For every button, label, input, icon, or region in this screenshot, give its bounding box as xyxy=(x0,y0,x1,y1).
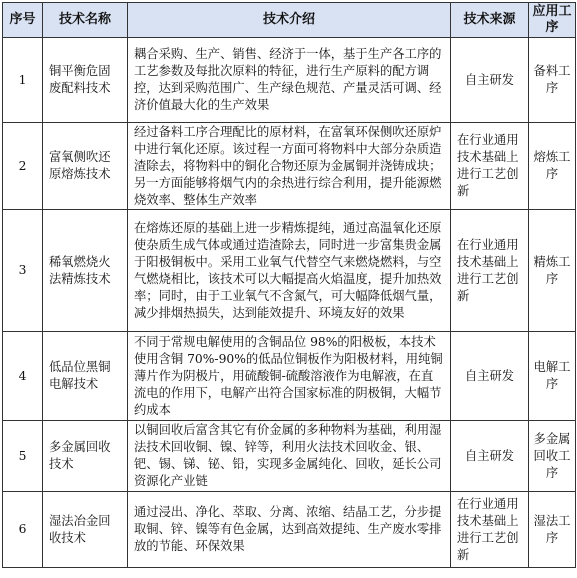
tech-name: 低品位黑铜电解技术 xyxy=(43,332,128,421)
technology-table xyxy=(2,2,576,568)
tech-source: 自主研发 xyxy=(451,421,529,492)
tech-process: 电解工序 xyxy=(529,332,576,421)
row-number: 4 xyxy=(3,332,43,421)
table-row xyxy=(3,123,576,210)
tech-name: 稀氧燃烧火法精炼技术 xyxy=(43,210,128,332)
tech-name: 铜平衡危固废配料技术 xyxy=(43,38,128,123)
table-row xyxy=(3,421,576,492)
header-process: 应用工序 xyxy=(529,3,576,38)
table-row xyxy=(3,332,576,421)
tech-intro: 通过浸出、净化、萃取、分离、浓缩、结晶工艺，分步提取铜、锌、镍等有色金属，达到高效提纯、生产废水零排放的节能、环保效果 xyxy=(128,492,451,568)
tech-intro: 以铜回收后富含其它有价金属的多种物料为基础，利用湿法技术回收铜、镍、锌等，利用火法技术回收金、银、钯、锡、锑、铋、铅，实现多金属纯化、回收，延长公司资源化产业链 xyxy=(128,421,451,492)
tech-source: 在行业通用技术基础上进行工艺创新 xyxy=(451,492,529,568)
tech-process: 精炼工序 xyxy=(529,210,576,332)
row-number: 2 xyxy=(3,123,43,210)
tech-intro: 耦合采购、生产、销售、经济于一体，基于生产各工序的工艺参数及每批次原料的特征，进行生产原料的配方调控，达到采购范围广、生产绿色规范、产量灵活可调、经济价值最大化的生产效果 xyxy=(128,38,451,123)
tech-process: 湿法工序 xyxy=(529,492,576,568)
tech-source: 自主研发 xyxy=(451,332,529,421)
tech-source: 在行业通用技术基础上进行工艺创新 xyxy=(451,123,529,210)
table-header-row xyxy=(3,3,576,38)
tech-process: 备料工序 xyxy=(529,38,576,123)
tech-intro: 在熔炼还原的基础上进一步精炼提纯，通过高温氧化还原使杂质生成气体或通过造渣除去，同时进一步富集贵金属于阳极铜板中。采用工业氧气代替空气来燃烧燃料，与空气燃烧相比，该技术可以大幅提高火焰温度，提升加热效率；同时，由于工业氧气不含氮气，可大幅降低烟气量，减少排烟热损失，达到能效提升、环境友好的效果 xyxy=(128,210,451,332)
tech-intro: 不同于常规电解使用的含铜品位 98%的阳极板，本技术使用含铜 70%-90%的低品位铜板作为阳极材料，用纯铜薄片作为阴极片，用硫酸铜-硫酸溶液作为电解液，在直流电的作用下，电解产出符合国家标准的阴极铜，大幅节约成本 xyxy=(128,332,451,421)
tech-source: 在行业通用技术基础上进行工艺创新 xyxy=(451,210,529,332)
tech-process: 熔炼工序 xyxy=(529,123,576,210)
header-no: 序号 xyxy=(3,3,43,38)
table-row xyxy=(3,492,576,568)
row-number: 6 xyxy=(3,492,43,568)
row-number: 5 xyxy=(3,421,43,492)
tech-table-container xyxy=(2,2,576,568)
tech-source: 自主研发 xyxy=(451,38,529,123)
header-name: 技术名称 xyxy=(43,3,128,38)
header-intro: 技术介绍 xyxy=(128,3,451,38)
header-source: 技术来源 xyxy=(451,3,529,38)
table-row xyxy=(3,38,576,123)
tech-process: 多金属回收工序 xyxy=(529,421,576,492)
tech-intro: 经过备料工序合理配比的原材料，在富氧环保侧吹还原炉中进行氧化还原。该过程一方面可将物料中大部分杂质造渣除去，将物料中的铜化合物还原为金属铜并浇铸成块；另一方面能够将烟气内的余热进行综合利用，提升能源燃烧效率、整体生产效率 xyxy=(128,123,451,210)
row-number: 1 xyxy=(3,38,43,123)
row-number: 3 xyxy=(3,210,43,332)
tech-name: 富氧侧吹还原熔炼技术 xyxy=(43,123,128,210)
table-row xyxy=(3,210,576,332)
tech-name: 湿法冶金回收技术 xyxy=(43,492,128,568)
tech-name: 多金属回收技术 xyxy=(43,421,128,492)
